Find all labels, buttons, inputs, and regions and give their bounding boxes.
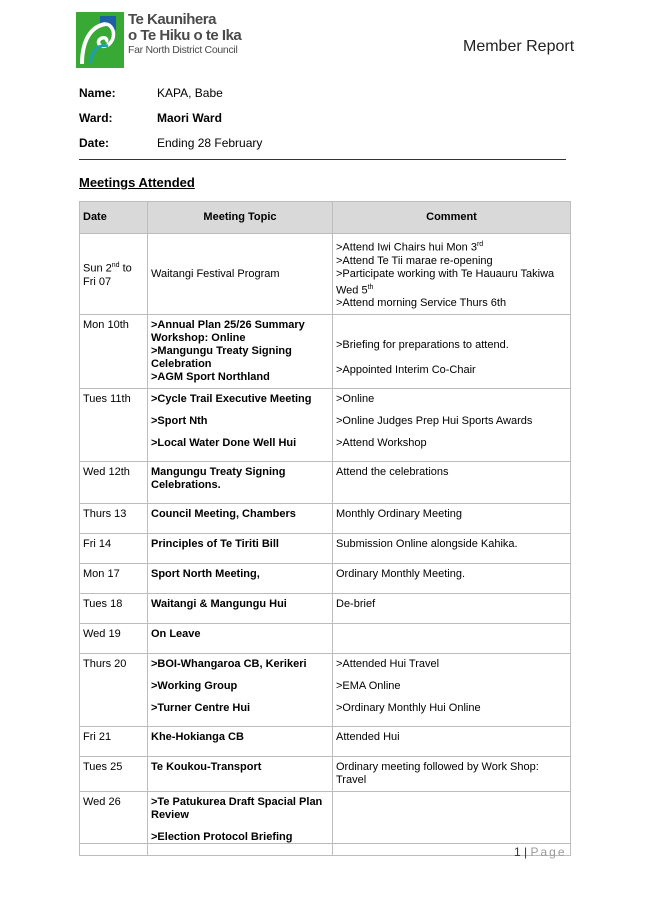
- table-row: [80, 564, 571, 594]
- topic-line: >Local Water Done Well Hui: [151, 437, 297, 450]
- name-value: KAPA, Babe: [157, 86, 223, 100]
- table-row: [80, 534, 571, 564]
- comment-line: >Attend morning Service Thurs 6th: [336, 297, 507, 310]
- header-date: Date: [80, 202, 148, 234]
- row-comment: [333, 315, 571, 389]
- row-topic: Sport North Meeting,: [148, 564, 333, 594]
- row-date: Thurs 20: [80, 654, 148, 727]
- row-comment: [333, 624, 571, 654]
- logo-org-line1: Te Kaunihera: [128, 11, 216, 28]
- row-topic: Mangungu Treaty Signing Celebrations.: [148, 462, 333, 504]
- meetings-table: [79, 201, 571, 856]
- row-date: Tues 11th: [80, 389, 148, 462]
- page-separator: |: [520, 845, 531, 859]
- row-date: [80, 234, 148, 315]
- row-date: Mon 17: [80, 564, 148, 594]
- comment-line: >Attend Iwi Chairs hui Mon 3: [336, 241, 477, 254]
- page-footer: [514, 845, 567, 859]
- row-topic: Khe-Hokianga CB: [148, 727, 333, 757]
- council-emblem-icon: [76, 12, 124, 68]
- council-logo: [76, 11, 242, 68]
- page-number: 1: [514, 845, 521, 859]
- row-date: Tues 18: [80, 594, 148, 624]
- logo-org-line3: Far North District Council: [128, 44, 238, 56]
- row-date: Tues 25: [80, 757, 148, 792]
- row-comment: Ordinary Monthly Meeting.: [333, 564, 571, 594]
- comment-line: >Briefing for preparations to attend.: [336, 339, 509, 352]
- comment-line: >Appointed Interim Co-Chair: [336, 364, 476, 377]
- comment-line: >EMA Online: [336, 680, 401, 693]
- row-date: Wed 26: [80, 792, 148, 856]
- comment-sup: th: [367, 283, 374, 291]
- topic-line: >Working Group: [151, 680, 238, 693]
- row-comment: Attended Hui: [333, 727, 571, 757]
- row-topic: [148, 315, 333, 389]
- date-value: Ending 28 February: [157, 136, 263, 150]
- ward-label: Ward:: [79, 111, 113, 125]
- row-topic: [148, 792, 333, 856]
- row-date: Fri 21: [80, 727, 148, 757]
- table-row: [80, 315, 571, 389]
- row-comment: Ordinary meeting followed by Work Shop: Travel: [333, 757, 571, 792]
- row-topic: Council Meeting, Chambers: [148, 504, 333, 534]
- name-label: Name:: [79, 86, 116, 100]
- topic-line: >Turner Centre Hui: [151, 702, 251, 715]
- comment-line: >Online Judges Prep Hui Sports Awards: [336, 415, 533, 428]
- comment-sup: rd: [476, 241, 484, 248]
- page-label: Page: [530, 845, 567, 859]
- row-date: Mon 10th: [80, 315, 148, 389]
- header-topic: Meeting Topic: [148, 202, 333, 234]
- row-comment: Attend the celebrations: [333, 462, 571, 504]
- row-date-sup: nd: [111, 262, 120, 270]
- table-row: [80, 654, 571, 727]
- table-row: [80, 504, 571, 534]
- row-topic: [148, 654, 333, 727]
- row-comment: [333, 654, 571, 727]
- table-row: [80, 624, 571, 654]
- topic-line: >AGM Sport Northland: [151, 371, 270, 384]
- row-topic: [148, 389, 333, 462]
- row-comment: De-brief: [333, 594, 571, 624]
- table-row: [80, 462, 571, 504]
- header-divider: [79, 159, 566, 160]
- row-comment: [333, 389, 571, 462]
- table-row: [80, 727, 571, 757]
- row-comment: [333, 234, 571, 315]
- topic-line: >Mangungu Treaty Signing Celebration: [151, 345, 292, 371]
- date-label: Date:: [79, 136, 110, 150]
- row-date: Wed 19: [80, 624, 148, 654]
- comment-line: >Online: [336, 393, 375, 406]
- row-topic: Waitangi & Mangungu Hui: [148, 594, 333, 624]
- row-date-part: Sun 2: [83, 262, 112, 275]
- row-topic: Te Koukou-Transport: [148, 757, 333, 792]
- row-date: Wed 12th: [80, 462, 148, 504]
- header-comment: Comment: [333, 202, 571, 234]
- row-topic: Principles of Te Tiriti Bill: [148, 534, 333, 564]
- comment-line: >Participate working with Te Hauauru Takiwa Wed 5: [336, 267, 555, 297]
- topic-line: >Election Protocol Briefing: [151, 831, 293, 844]
- topic-line: >Cycle Trail Executive Meeting: [151, 393, 312, 406]
- footer-divider: [79, 843, 570, 844]
- row-comment: Submission Online alongside Kahika.: [333, 534, 571, 564]
- topic-line: >Te Patukurea Draft Spacial Plan Review: [151, 796, 323, 822]
- table-row: [80, 389, 571, 462]
- table-row: [80, 594, 571, 624]
- logo-org-line2: o Te Hiku o te Ika: [128, 27, 242, 44]
- topic-line: >BOI-Whangaroa CB, Kerikeri: [151, 658, 307, 671]
- row-topic: Waitangi Festival Program: [148, 234, 333, 315]
- comment-line: >Attended Hui Travel: [336, 658, 440, 671]
- report-title: Member Report: [463, 38, 575, 55]
- table-row: [80, 757, 571, 792]
- table-row: [80, 234, 571, 315]
- row-comment: Monthly Ordinary Meeting: [333, 504, 571, 534]
- comment-line: >Ordinary Monthly Hui Online: [336, 702, 481, 715]
- comment-line: >Attend Te Tii marae re-opening: [336, 254, 493, 267]
- ward-value: Maori Ward: [157, 111, 222, 125]
- table-header-row: [80, 202, 571, 234]
- table-row: [80, 792, 571, 856]
- topic-line: >Sport Nth: [151, 415, 208, 428]
- topic-line: >Annual Plan 25/26 Summary Workshop: Online: [151, 319, 305, 345]
- row-date-part: to Fri 07: [83, 262, 132, 288]
- row-date: Thurs 13: [80, 504, 148, 534]
- row-date: Fri 14: [80, 534, 148, 564]
- row-topic: On Leave: [148, 624, 333, 654]
- section-title: Meetings Attended: [79, 175, 195, 190]
- comment-line: >Attend Workshop: [336, 437, 427, 450]
